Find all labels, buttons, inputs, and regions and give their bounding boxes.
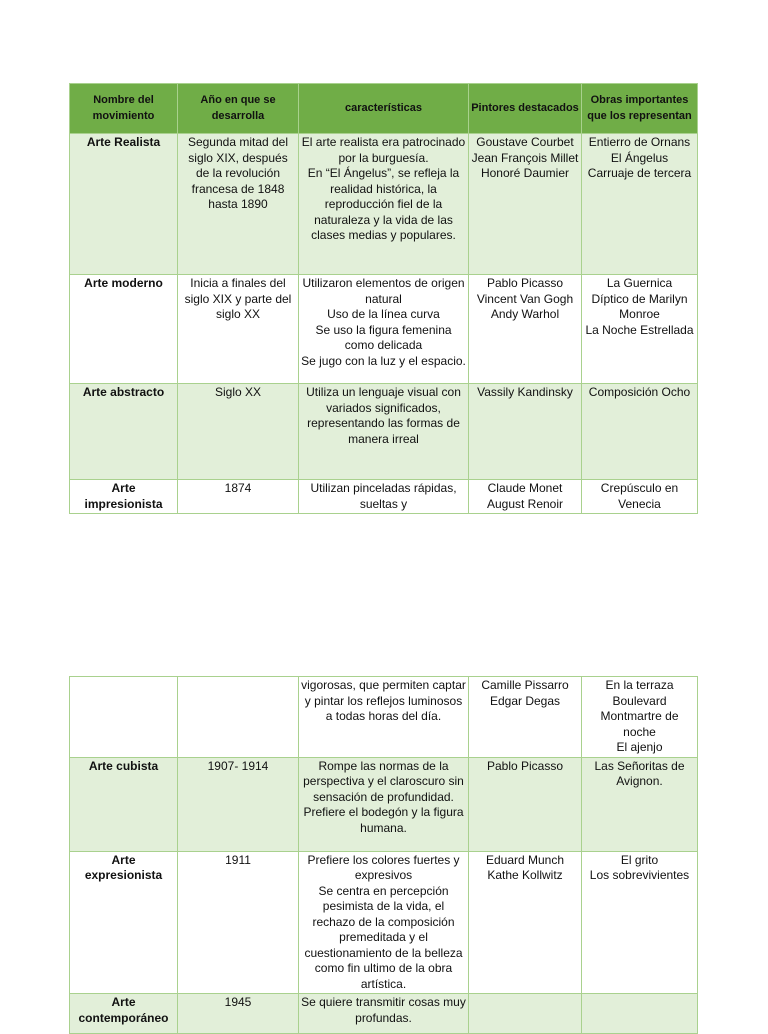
table-row bbox=[70, 757, 698, 851]
movement-painters: Pablo Picasso bbox=[469, 757, 582, 851]
movement-painters: Claude Monet August Renoir bbox=[469, 480, 582, 514]
movement-works: Entierro de Ornans El Ángelus Carruaje de tercera bbox=[582, 134, 698, 275]
movement-name: Arte Realista bbox=[70, 134, 178, 275]
movement-year: 1945 bbox=[178, 994, 299, 1034]
movement-works: Composición Ocho bbox=[582, 384, 698, 480]
table-row bbox=[70, 677, 698, 758]
table-row bbox=[70, 134, 698, 275]
movement-features: Rompe las normas de la perspectiva y el claroscuro sin sensación de profundidad. Prefiere el bodegón y la figura humana. bbox=[299, 757, 469, 851]
movement-painters: Eduard Munch Kathe Kollwitz bbox=[469, 851, 582, 994]
movement-works: La Guernica Díptico de Marilyn Monroe La Noche Estrellada bbox=[582, 275, 698, 384]
movement-works: En la terraza Boulevard Montmartre de noche El ajenjo bbox=[582, 677, 698, 758]
movement-year: 1874 bbox=[178, 480, 299, 514]
movement-features: Prefiere los colores fuertes y expresivos Se centra en percepción pesimista de la vida, el rechazo de la composición premeditada y el cuestionamiento de la belleza como fin ultimo de la obra artística. bbox=[299, 851, 469, 994]
table-row bbox=[70, 480, 698, 514]
movement-painters bbox=[469, 994, 582, 1034]
movement-painters: Goustave Courbet Jean François Millet Honoré Daumier bbox=[469, 134, 582, 275]
movement-name: Arte moderno bbox=[70, 275, 178, 384]
table-row bbox=[70, 384, 698, 480]
table-row bbox=[70, 275, 698, 384]
table-row bbox=[70, 851, 698, 994]
movement-name bbox=[70, 677, 178, 758]
movement-painters: Camille Pissarro Edgar Degas bbox=[469, 677, 582, 758]
movement-year: Siglo XX bbox=[178, 384, 299, 480]
movement-features: El arte realista era patrocinado por la burguesía. En “El Ángelus”, se refleja la realidad histórica, la reproducción fiel de la naturaleza y la vida de las clases medias y populares. bbox=[299, 134, 469, 275]
movement-year bbox=[178, 677, 299, 758]
movement-painters: Vassily Kandinsky bbox=[469, 384, 582, 480]
movement-year: Segunda mitad del siglo XIX, después de la revolución francesa de 1848 hasta 1890 bbox=[178, 134, 299, 275]
movement-features: Utiliza un lenguaje visual con variados significados, representando las formas de manera irreal bbox=[299, 384, 469, 480]
table-row bbox=[70, 994, 698, 1034]
movement-year: 1907- 1914 bbox=[178, 757, 299, 851]
header-works: Obras importantes que los representan bbox=[582, 84, 698, 134]
movement-features: Utilizan pinceladas rápidas, sueltas y bbox=[299, 480, 469, 514]
movement-works: El grito Los sobrevivientes bbox=[582, 851, 698, 994]
header-painters: Pintores destacados bbox=[469, 84, 582, 134]
movement-year: Inicia a finales del siglo XIX y parte del siglo XX bbox=[178, 275, 299, 384]
header-characteristics: características bbox=[299, 84, 469, 134]
movement-name: Arte abstracto bbox=[70, 384, 178, 480]
movement-name: Arte impresionista bbox=[70, 480, 178, 514]
movement-features: Se quiere transmitir cosas muy profundas. bbox=[299, 994, 469, 1034]
art-movements-table-page2 bbox=[69, 676, 698, 1034]
header-movement-name: Nombre del movimiento bbox=[70, 84, 178, 134]
movement-works bbox=[582, 994, 698, 1034]
movement-painters: Pablo Picasso Vincent Van Gogh Andy Warhol bbox=[469, 275, 582, 384]
movement-name: Arte cubista bbox=[70, 757, 178, 851]
art-movements-table-page1 bbox=[69, 83, 698, 514]
movement-works: Las Señoritas de Avignon. bbox=[582, 757, 698, 851]
movement-name: Arte contemporáneo bbox=[70, 994, 178, 1034]
movement-features: Utilizaron elementos de origen natural Uso de la línea curva Se uso la figura femenina como delicada Se jugo con la luz y el espacio. bbox=[299, 275, 469, 384]
movement-name: Arte expresionista bbox=[70, 851, 178, 994]
header-year: Año en que se desarrolla bbox=[178, 84, 299, 134]
movement-works: Crepúsculo en Venecia bbox=[582, 480, 698, 514]
table-header-row bbox=[70, 84, 698, 134]
movement-year: 1911 bbox=[178, 851, 299, 994]
movement-features: vigorosas, que permiten captar y pintar los reflejos luminosos a todas horas del día. bbox=[299, 677, 469, 758]
